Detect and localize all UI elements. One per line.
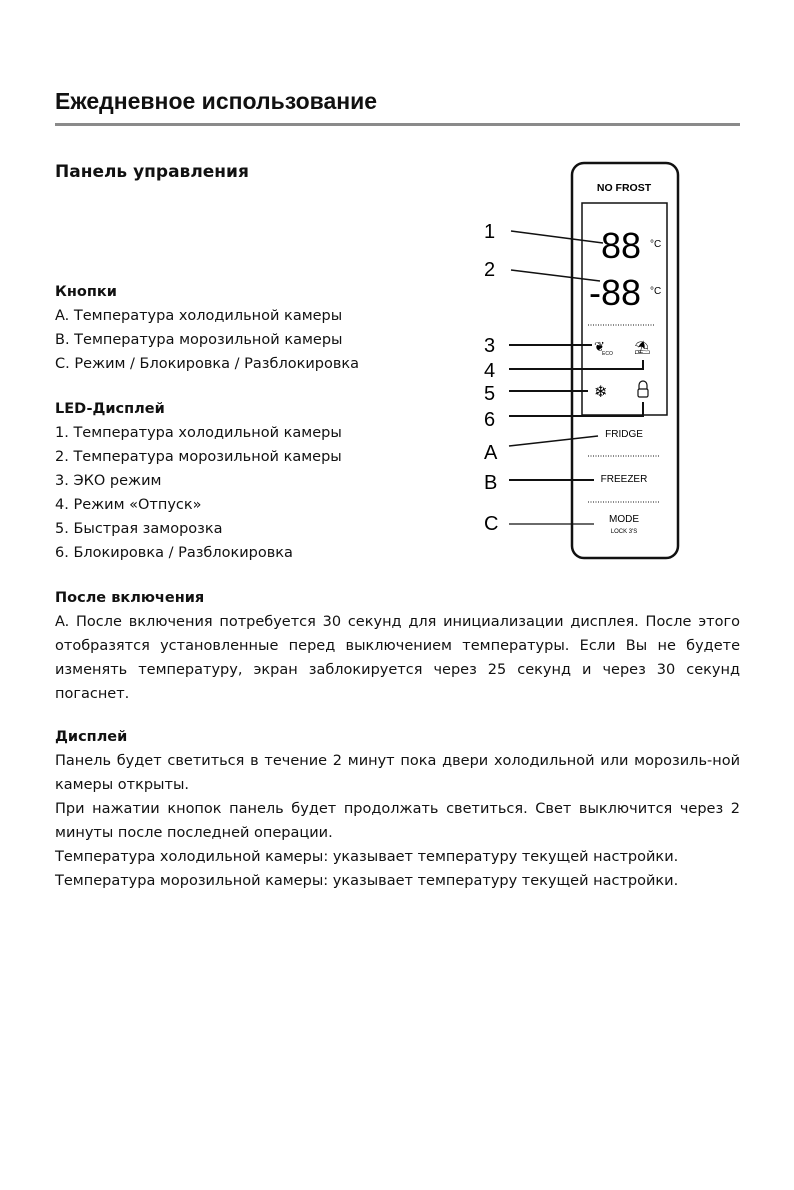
- display-paragraph: При нажатии кнопок панель будет продолжать светиться. Свет выключится через 2 минуты после последней операции.: [55, 801, 740, 841]
- list-item: 2. Температура морозильной камеры: [55, 449, 342, 465]
- eco-leaf-icon: ❦: [594, 339, 605, 354]
- panel-outline: [572, 163, 678, 558]
- callout-1: 1: [484, 221, 496, 243]
- callout-5: 5: [484, 383, 496, 405]
- vacation-icon: ⛱: [634, 340, 651, 355]
- list-item: 6. Блокировка / Разблокировка: [55, 545, 293, 561]
- quick-freeze-icon: ❄: [594, 384, 608, 401]
- list-item: B. Температура морозильной камеры: [55, 332, 343, 348]
- callout-6: 6: [484, 409, 496, 431]
- lock-icon: [638, 381, 648, 397]
- list-item: 5. Быстрая заморозка: [55, 521, 223, 537]
- display-paragraph: Температура морозильной камеры: указывает температуру текущей настройки.: [55, 873, 679, 889]
- callout-b: B: [484, 472, 498, 494]
- callout-2: 2: [484, 259, 496, 281]
- callout-3: 3: [484, 335, 496, 357]
- page-title: Ежедневное использование: [55, 88, 378, 114]
- lock-hint: LOCK 3'S: [610, 529, 638, 535]
- callout-4: 4: [484, 360, 496, 382]
- display-heading: Дисплей: [55, 729, 128, 745]
- list-item: 4. Режим «Отпуск»: [55, 497, 202, 513]
- fridge-temp-digits: 88: [600, 225, 641, 266]
- list-item: A. Температура холодильной камеры: [55, 308, 343, 324]
- display-paragraph: Температура холодильной камеры: указывает температуру текущей настройки.: [55, 849, 679, 865]
- mode-button[interactable]: MODE: [609, 514, 639, 525]
- callout-c: C: [484, 513, 499, 535]
- list-item: 1. Температура холодильной камеры: [55, 425, 342, 441]
- brand-label: NO FROST: [596, 182, 652, 194]
- list-item: 3. ЭКО режим: [55, 473, 162, 489]
- eco-label: ECO: [602, 351, 613, 357]
- callouts: [484, 221, 498, 535]
- freezer-button[interactable]: FREEZER: [600, 474, 648, 485]
- fridge-button[interactable]: FRIDGE: [605, 429, 643, 440]
- after-on-text: A. После включения потребуется 30 секунд для инициализации дисплея. После этого отобразятся установленные перед выключением температуры. Если Вы не будете изменять температуру, экран заблокируется через 25 секунд и через 30 секунд погаснет.: [55, 614, 740, 702]
- buttons-heading: Кнопки: [55, 284, 117, 300]
- after-on-heading: После включения: [55, 590, 205, 606]
- display-paragraph: Панель будет светиться в течение 2 минут пока двери холодильной или морозиль-ной камеры открыты.: [55, 753, 740, 793]
- freezer-unit: °C: [650, 286, 662, 297]
- freezer-temp-digits: -88: [588, 272, 641, 313]
- callout-a: A: [484, 442, 498, 464]
- fridge-unit: °C: [650, 239, 662, 250]
- led-heading: LED-Дисплей: [55, 401, 165, 417]
- section-heading: Панель управления: [55, 162, 249, 182]
- list-item: C. Режим / Блокировка / Разблокировка: [55, 356, 360, 372]
